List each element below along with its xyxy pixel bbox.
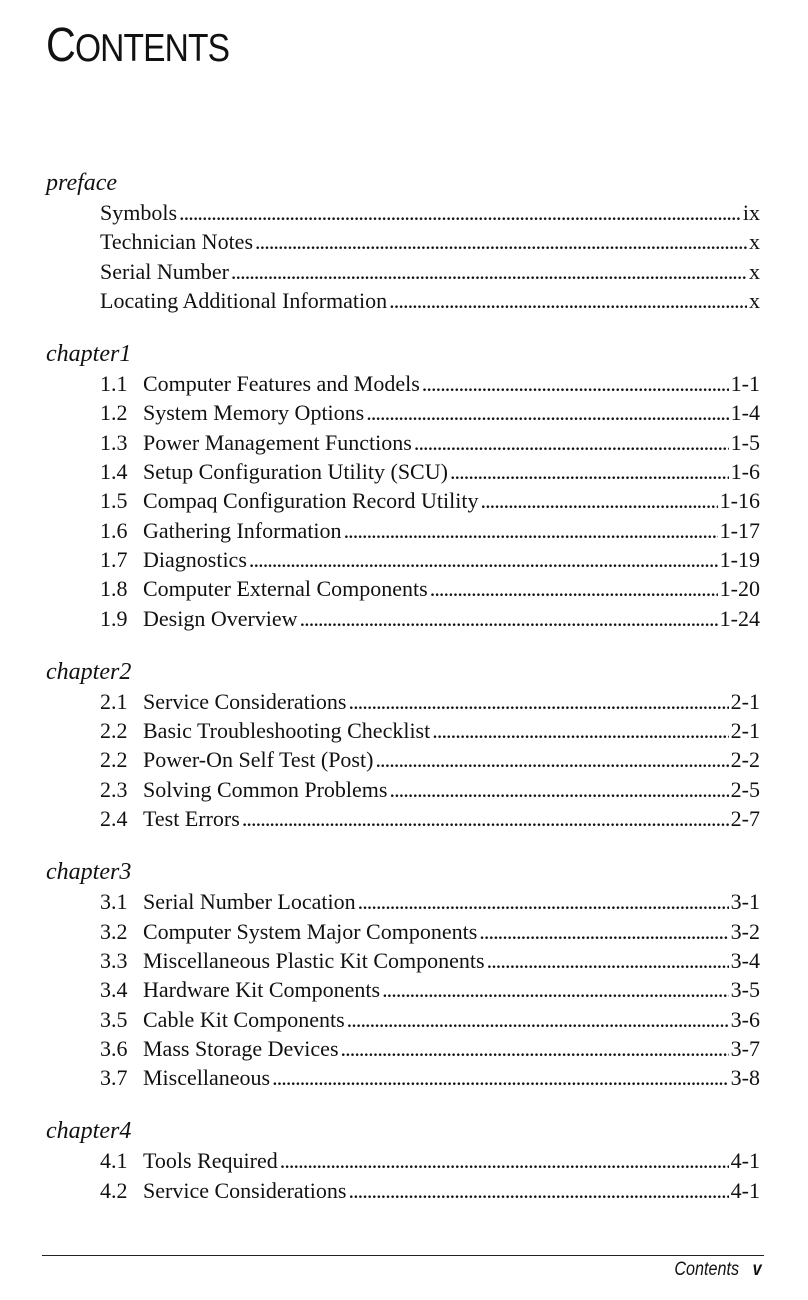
dot-leader <box>375 745 728 774</box>
dot-leader <box>358 887 729 916</box>
entry-page-number: 2-1 <box>730 688 760 714</box>
entry-title: Serial Number <box>100 258 229 284</box>
toc-entry[interactable] <box>46 745 760 774</box>
toc-section-chapter3 <box>46 857 760 1092</box>
dot-leader <box>480 486 717 515</box>
entry-title: Computer External Components <box>143 576 428 602</box>
entry-page-number: ix <box>742 200 760 225</box>
entry-number: 1.1 <box>100 371 128 397</box>
toc-entry[interactable] <box>46 457 760 486</box>
dot-leader <box>300 604 718 633</box>
entry-number: 1.5 <box>100 488 128 514</box>
entry-page-number: 1-4 <box>730 400 760 426</box>
toc-entry[interactable] <box>46 1176 760 1205</box>
toc-entry[interactable] <box>46 604 760 633</box>
entry-number: 2.1 <box>100 688 128 714</box>
entry-title: System Memory Options <box>143 400 365 426</box>
entry-title: Service Considerations <box>143 688 347 714</box>
page-footer <box>675 1259 762 1281</box>
title-initial: C <box>46 19 75 72</box>
entry-title: Test Errors <box>143 806 240 832</box>
dot-leader <box>242 804 729 833</box>
entry-title: Tools Required <box>143 1148 278 1174</box>
entry-title: Service Considerations <box>143 1177 347 1203</box>
entry-page-number: 4-1 <box>730 1177 760 1203</box>
entry-title: Technician Notes <box>100 229 254 255</box>
entry-page-number: 3-7 <box>730 1035 760 1061</box>
toc-entry[interactable] <box>46 804 760 833</box>
entry-title: Serial Number Location <box>143 889 356 915</box>
entry-number: 1.2 <box>100 400 128 426</box>
dot-leader <box>231 257 747 286</box>
footer-page-number: v <box>753 1259 762 1280</box>
dot-leader <box>366 398 728 427</box>
entry-title: Symbols <box>100 200 178 225</box>
dot-leader <box>348 1176 728 1205</box>
dot-leader <box>280 1146 729 1175</box>
entry-title: Power Management Functions <box>143 429 412 455</box>
entry-number: 3.1 <box>100 889 128 915</box>
toc-section-preface <box>46 168 760 315</box>
entry-number: 3.6 <box>100 1035 128 1061</box>
toc-entry[interactable] <box>46 1005 760 1034</box>
entry-title: Setup Configuration Utility (SCU) <box>143 459 448 485</box>
entry-title: Cable Kit Components <box>143 1006 345 1032</box>
entry-title: Compaq Configuration Record Utility <box>143 488 479 514</box>
entry-page-number: 1-19 <box>719 546 760 572</box>
dot-leader <box>341 1034 729 1063</box>
entry-page-number: 2-5 <box>730 776 760 802</box>
entry-page-number: 2-1 <box>730 718 760 744</box>
dot-leader <box>255 227 747 256</box>
toc-entry[interactable] <box>46 1063 760 1092</box>
entry-title: Miscellaneous Plastic Kit Components <box>143 947 485 973</box>
entry-title: Hardware Kit Components <box>143 977 381 1003</box>
entry-number: 3.7 <box>100 1065 128 1091</box>
entry-page-number: 3-1 <box>730 889 760 915</box>
footer-label: Contents <box>674 1259 740 1280</box>
toc-entry[interactable] <box>46 716 760 745</box>
dot-leader <box>249 545 718 574</box>
entry-page-number: 3-5 <box>730 977 760 1003</box>
section-label: chapter3 <box>46 859 132 886</box>
page-title <box>46 18 229 73</box>
entry-number: 2.4 <box>100 806 128 832</box>
entry-number: 1.6 <box>100 517 128 543</box>
toc-entry[interactable] <box>46 574 760 603</box>
entry-page-number: 1-6 <box>730 459 760 485</box>
entry-page-number: 3-6 <box>730 1006 760 1032</box>
entry-number: 4.2 <box>100 1177 128 1203</box>
entry-number: 1.8 <box>100 576 128 602</box>
toc-entry[interactable] <box>46 286 760 315</box>
toc-entry[interactable] <box>46 975 760 1004</box>
dot-leader <box>382 975 729 1004</box>
section-label: chapter4 <box>46 1118 132 1145</box>
toc-entry[interactable] <box>46 257 760 286</box>
dot-leader <box>430 574 718 603</box>
entry-page-number: 1-20 <box>719 576 760 602</box>
entry-title: Miscellaneous <box>143 1065 271 1091</box>
toc-entry[interactable] <box>46 946 760 975</box>
entry-number: 3.2 <box>100 918 128 944</box>
toc-entry[interactable] <box>46 516 760 545</box>
entry-number: 3.5 <box>100 1006 128 1032</box>
entry-title: Solving Common Problems <box>143 776 388 802</box>
entry-number: 2.2 <box>100 747 128 773</box>
entry-title: Diagnostics <box>143 546 247 572</box>
table-of-contents <box>46 168 760 1229</box>
dot-leader <box>179 198 741 227</box>
toc-entry[interactable] <box>46 486 760 515</box>
toc-entry[interactable] <box>46 1146 760 1175</box>
toc-entry[interactable] <box>46 227 760 256</box>
entry-page-number: x <box>749 229 760 255</box>
entry-number: 1.9 <box>100 605 128 631</box>
entry-page-number: x <box>749 258 760 284</box>
dot-leader <box>272 1063 729 1092</box>
entry-page-number: 4-1 <box>730 1148 760 1174</box>
dot-leader <box>487 946 729 975</box>
dot-leader <box>450 457 729 486</box>
title-rest: ONTENTS <box>74 27 230 70</box>
footer-rule <box>42 1255 764 1256</box>
entry-number: 1.4 <box>100 459 128 485</box>
entry-page-number: 3-8 <box>730 1065 760 1091</box>
dot-leader <box>389 775 728 804</box>
entry-page-number: 2-7 <box>730 806 760 832</box>
entry-page-number: 3-4 <box>730 947 760 973</box>
entry-number: 1.7 <box>100 546 128 572</box>
toc-entry[interactable] <box>46 398 760 427</box>
entry-title: Locating Additional Information <box>100 287 388 313</box>
section-label: preface <box>46 170 118 196</box>
dot-leader <box>479 917 728 946</box>
toc-entry[interactable] <box>46 917 760 946</box>
toc-entry[interactable] <box>46 687 760 716</box>
toc-entry[interactable] <box>46 775 760 804</box>
entry-page-number: 1-17 <box>719 517 760 543</box>
entry-page-number: x <box>749 287 760 313</box>
dot-leader <box>389 286 747 315</box>
toc-entry[interactable] <box>46 545 760 574</box>
entry-page-number: 1-5 <box>730 429 760 455</box>
section-label: chapter2 <box>46 658 132 685</box>
entry-number: 1.3 <box>100 429 128 455</box>
dot-leader <box>432 716 728 745</box>
dot-leader <box>347 1005 729 1034</box>
section-label: chapter1 <box>46 341 132 368</box>
entry-page-number: 1-16 <box>719 488 760 514</box>
entry-title: Basic Troubleshooting Checklist <box>143 718 431 744</box>
entry-number: 3.3 <box>100 947 128 973</box>
toc-entry[interactable] <box>46 428 760 457</box>
toc-entry[interactable] <box>46 198 760 227</box>
entry-number: 2.2 <box>100 718 128 744</box>
toc-entry[interactable] <box>46 887 760 916</box>
toc-section-chapter1 <box>46 339 760 633</box>
dot-leader <box>422 369 729 398</box>
entry-title: Computer Features and Models <box>143 371 420 397</box>
entry-number: 4.1 <box>100 1148 128 1174</box>
entry-page-number: 1-24 <box>719 605 760 631</box>
entry-number: 2.3 <box>100 776 128 802</box>
entry-title: Design Overview <box>143 605 298 631</box>
dot-leader <box>414 428 729 457</box>
entry-title: Power-On Self Test (Post) <box>143 747 374 773</box>
toc-section-chapter2 <box>46 657 760 833</box>
entry-page-number: 3-2 <box>730 918 760 944</box>
entry-title: Gathering Information <box>143 517 342 543</box>
dot-leader <box>344 516 718 545</box>
toc-entry[interactable] <box>46 1034 760 1063</box>
entry-title: Computer System Major Components <box>143 918 478 944</box>
entry-title: Mass Storage Devices <box>143 1035 339 1061</box>
dot-leader <box>348 687 728 716</box>
entry-page-number: 2-2 <box>730 747 760 773</box>
toc-entry[interactable] <box>46 369 760 398</box>
toc-section-chapter4 <box>46 1116 760 1205</box>
entry-number: 3.4 <box>100 977 128 1003</box>
entry-page-number: 1-1 <box>730 371 760 397</box>
